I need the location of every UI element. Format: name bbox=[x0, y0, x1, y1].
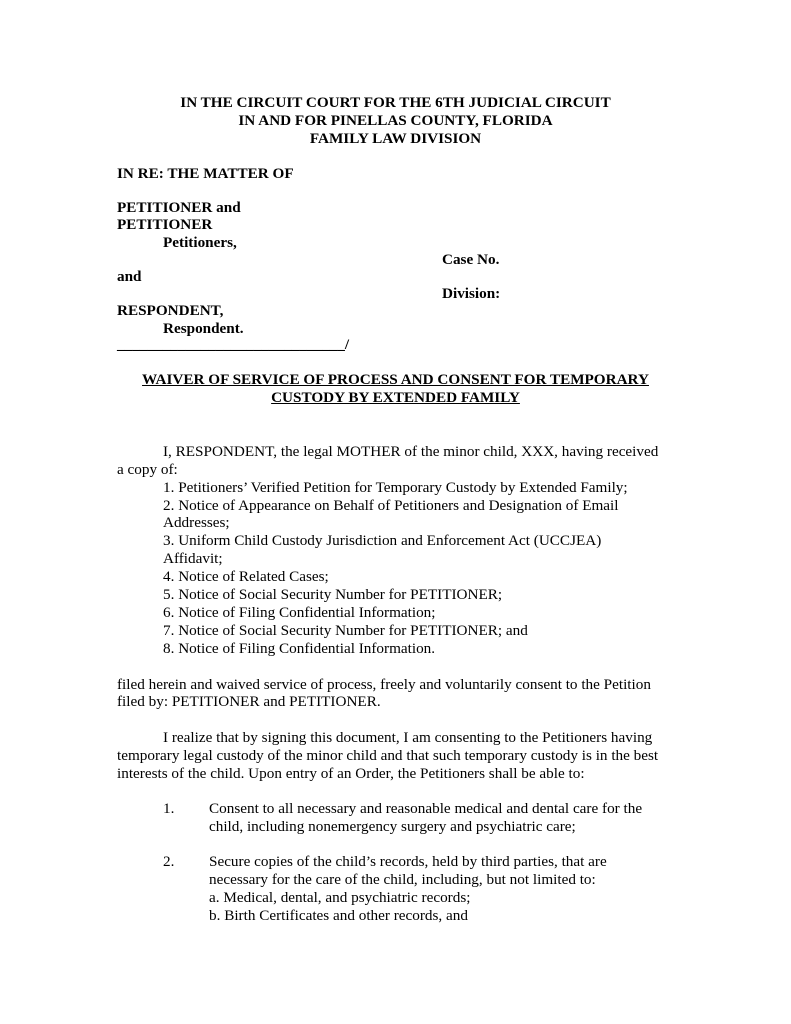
item-1-line-2: child, including nonemergency surgery and psychiatric care; bbox=[209, 818, 576, 835]
document-list-item: 8. Notice of Filing Confidential Information. bbox=[163, 640, 436, 657]
document-list-item: 4. Notice of Related Cases; bbox=[163, 568, 329, 585]
court-heading-line3: FAMILY LAW DIVISION bbox=[309, 130, 482, 147]
item-2-subitem-a: a. Medical, dental, and psychiatric records; bbox=[209, 889, 471, 906]
realize-line-1: I realize that by signing this document, I am consenting to the Petitioners having bbox=[163, 729, 653, 746]
petitioner-line-2: PETITIONER bbox=[117, 216, 213, 233]
filed-line-2: filed by: PETITIONER and PETITIONER. bbox=[117, 693, 381, 710]
intro-line-1: I, RESPONDENT, the legal MOTHER of the minor child, XXX, having received bbox=[163, 443, 659, 460]
and-line: and bbox=[117, 268, 142, 285]
item-2-line-2: necessary for the care of the child, including, but not limited to: bbox=[209, 871, 596, 888]
division-label: Division: bbox=[442, 285, 501, 302]
document-list-item: 5. Notice of Social Security Number for PETITIONER; bbox=[163, 586, 503, 603]
filed-line-1: filed herein and waived service of process, freely and voluntarily consent to the Petition bbox=[117, 676, 651, 693]
intro-line-2: a copy of: bbox=[117, 461, 178, 478]
realize-line-3: interests of the child. Upon entry of an Order, the Petitioners shall be able to: bbox=[117, 765, 585, 782]
document-list-item: 2. Notice of Appearance on Behalf of Petitioners and Designation of Email bbox=[163, 497, 619, 514]
document-title-line2: CUSTODY BY EXTENDED FAMILY bbox=[271, 389, 520, 406]
document-list-item: 7. Notice of Social Security Number for PETITIONER; and bbox=[163, 622, 528, 639]
caption-rule-line: ______________________________/ bbox=[117, 336, 350, 353]
item-2-subitem-b: b. Birth Certificates and other records, and bbox=[209, 907, 468, 924]
item-1-number: 1. bbox=[163, 800, 175, 817]
case-number-label: Case No. bbox=[442, 251, 500, 268]
in-re-line: IN RE: THE MATTER OF bbox=[117, 165, 294, 182]
document-title-line1: WAIVER OF SERVICE OF PROCESS AND CONSENT FOR TEMPORARY bbox=[142, 371, 649, 388]
court-heading-line1: IN THE CIRCUIT COURT FOR THE 6TH JUDICIAL CIRCUIT bbox=[180, 94, 611, 111]
petitioners-label: Petitioners, bbox=[163, 234, 237, 251]
document-list-item: 1. Petitioners’ Verified Petition for Temporary Custody by Extended Family; bbox=[163, 479, 628, 496]
document-list-item-cont: Addresses; bbox=[163, 514, 230, 531]
realize-line-2: temporary legal custody of the minor child and that such temporary custody is in the best bbox=[117, 747, 659, 764]
respondent-line: RESPONDENT, bbox=[117, 302, 224, 319]
document-list-item: 3. Uniform Child Custody Jurisdiction and Enforcement Act (UCCJEA) bbox=[163, 532, 602, 549]
petitioner-line-1: PETITIONER and bbox=[117, 199, 241, 216]
document-list-item-cont: Affidavit; bbox=[163, 550, 223, 567]
item-2-number: 2. bbox=[163, 853, 175, 870]
document-list-item: 6. Notice of Filing Confidential Information; bbox=[163, 604, 436, 621]
court-heading-line2: IN AND FOR PINELLAS COUNTY, FLORIDA bbox=[238, 112, 553, 129]
item-2-line-1: Secure copies of the child’s records, held by third parties, that are bbox=[209, 853, 607, 870]
item-1-line-1: Consent to all necessary and reasonable medical and dental care for the bbox=[209, 800, 643, 817]
respondent-label: Respondent. bbox=[163, 320, 244, 337]
